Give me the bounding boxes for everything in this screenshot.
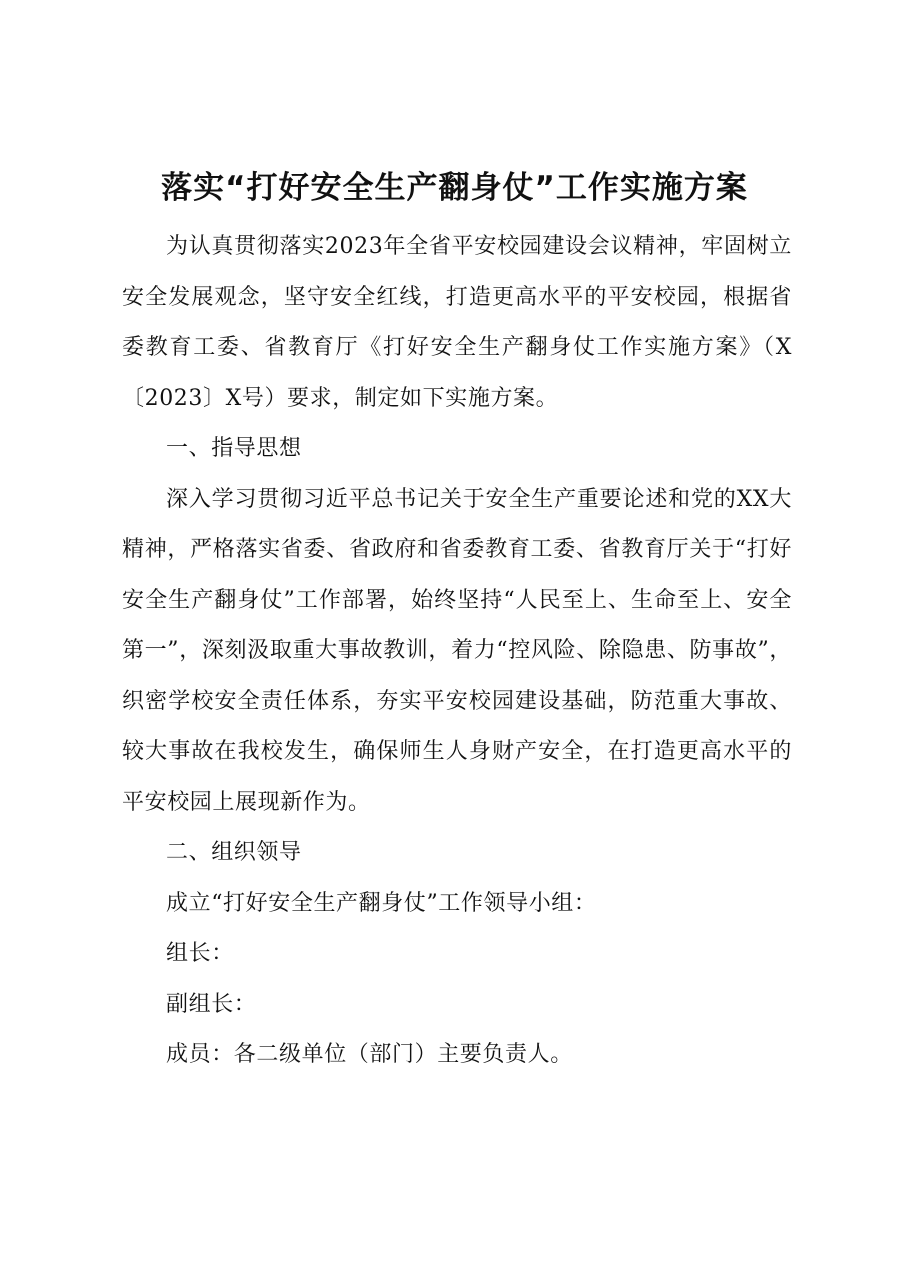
- group-leader-line: 组长：: [166, 941, 234, 966]
- intro-paragraph: 为认真贯彻落实2023年全省平安校园建设会议精神，牢固树立安全发展观念，坚守安全红线，打造更高水平的平安校园，根据省委教育工委、省教育厅《打好安全生产翻身仗工作实施方案》（X〔2023〕X号）要求，制定如下实施方案。: [122, 234, 792, 411]
- section-heading-organization: 二、组织领导: [166, 840, 302, 865]
- guiding-ideology-paragraph: 深入学习贯彻习近平总书记关于安全生产重要论述和党的XX大精神，严格落实省委、省政府和省委教育工委、省教育厅关于“打好安全生产翻身仗”工作部署，始终坚持“人民至上、生命至上、安全第一”，深刻汲取重大事故教训，着力“控风险、除隐患、防事故”，织密学校安全责任体系，夯实平安校园建设基础，防范重大事故、较大事故在我校发生，确保师生人身财产安全，在打造更高水平的平安校园上展现新作为。: [122, 486, 792, 815]
- leadership-group-intro: 成立“打好安全生产翻身仗”工作领导小组：: [166, 890, 597, 916]
- members-line: 成员：各二级单位（部门）主要负责人。: [166, 1042, 573, 1067]
- document-title: 落实“打好安全生产翻身仗”工作实施方案: [161, 170, 748, 206]
- document-body: [122, 222, 792, 1081]
- section-heading-guiding-ideology: 一、指导思想: [166, 436, 302, 461]
- deputy-leader-line: 副组长：: [166, 991, 257, 1017]
